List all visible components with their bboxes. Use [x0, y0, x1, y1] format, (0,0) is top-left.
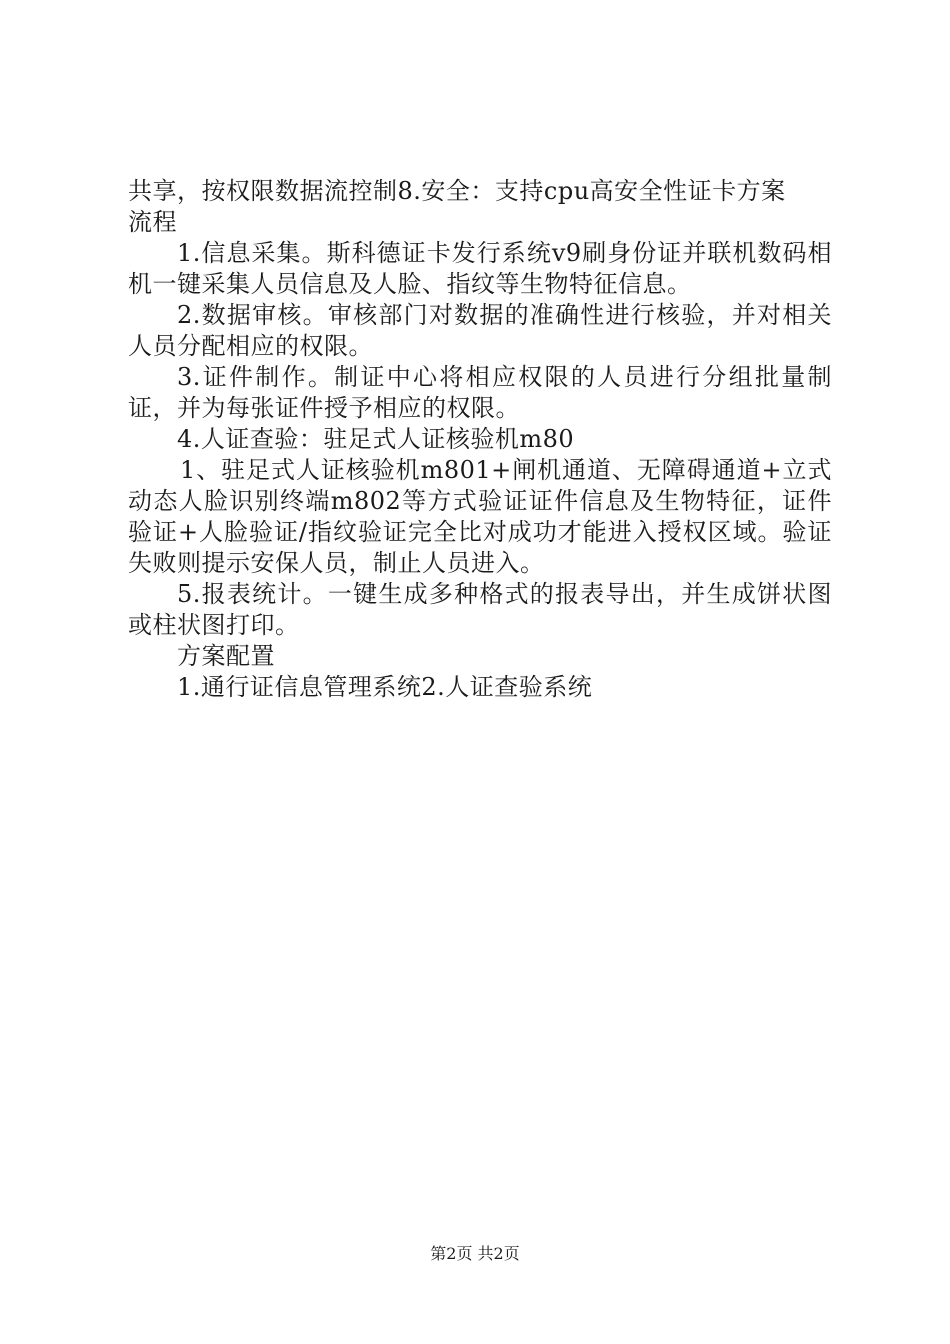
paragraph-step-1: 1.信息采集。斯科德证卡发行系统v9刷身份证并联机数码相机一键采集人员信息及人脸、指纹等生物特征信息。: [128, 239, 832, 298]
paragraph-step-5: 5.报表统计。一键生成多种格式的报表导出，并生成饼状图或柱状图打印。: [128, 580, 832, 639]
paragraph-step-4: 4.人证查验：驻足式人证核验机m80: [177, 425, 575, 453]
paragraph: 共享，按权限数据流控制8.安全：支持cpu高安全性证卡方案: [128, 177, 786, 205]
paragraph-step-2: 2.数据审核。审核部门对数据的准确性进行核验，并对相关人员分配相应的权限。: [128, 301, 832, 360]
page-number-footer: 第2页 共2页: [430, 1244, 520, 1263]
document-body: [128, 176, 832, 703]
section-heading-process: 流程: [128, 208, 177, 236]
paragraph-step-3: 3.证件制作。制证中心将相应权限的人员进行分组批量制证，并为每张证件授予相应的权限。: [128, 363, 832, 422]
paragraph-step-4-detail: 1、驻足式人证核验机m801+闸机通道、无障碍通道+立式动态人脸识别终端m802等方式验证证件信息及生物特征，证件验证+人脸验证/指纹验证完全比对成功才能进入授权区域。验证失败则提示安保人员，制止人员进入。: [128, 456, 832, 577]
paragraph-config-list: 1.通行证信息管理系统2.人证查验系统: [177, 673, 593, 701]
section-heading-config: 方案配置: [177, 642, 275, 670]
